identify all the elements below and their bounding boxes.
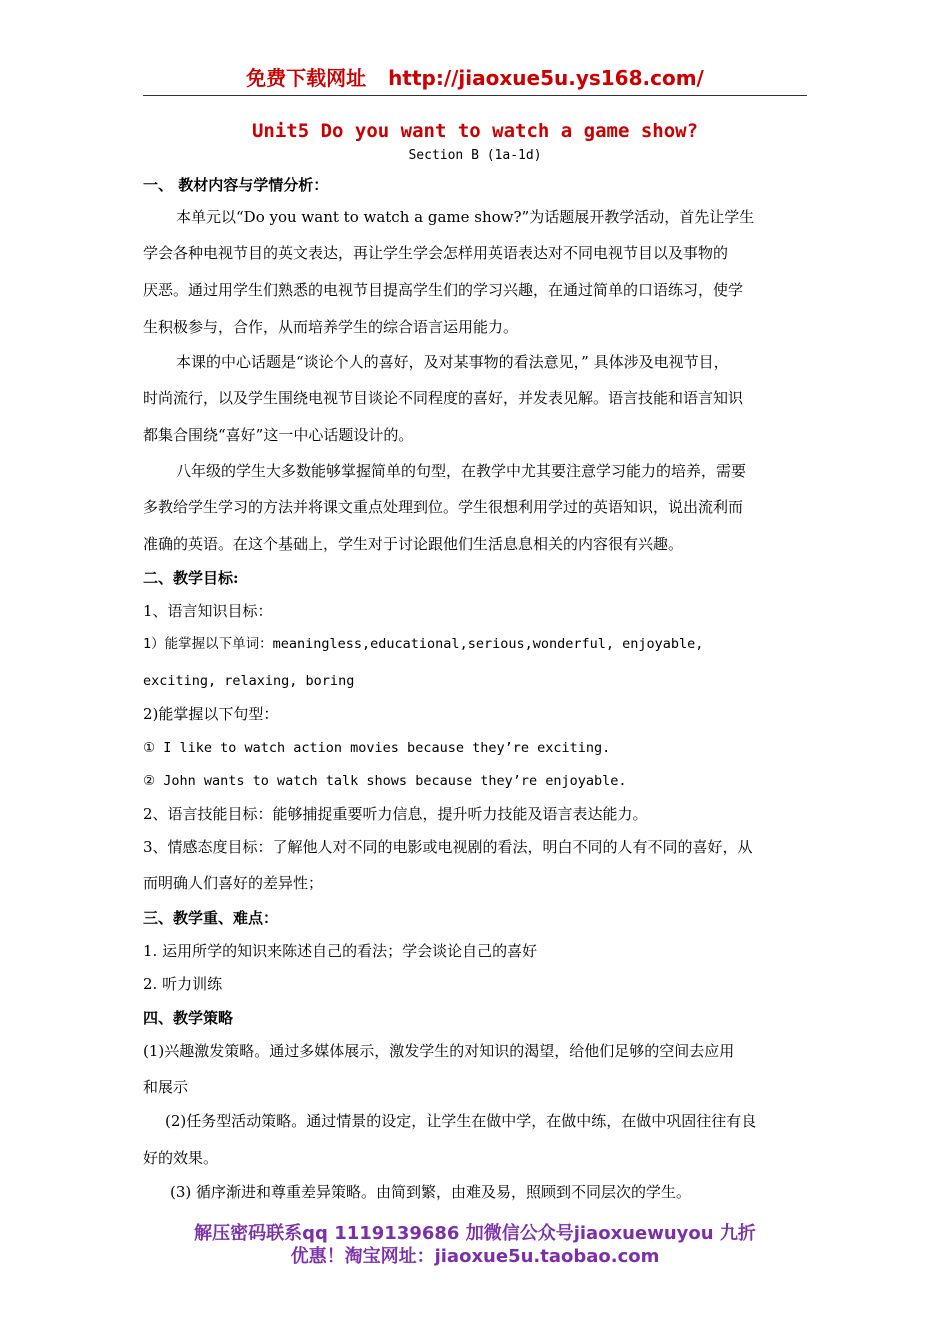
paragraph-line: 和展示 — [143, 1078, 189, 1096]
footer-line-1: 解压密码联系qq 1119139686 加微信公众号jiaoxuewuyou 九折 — [194, 1223, 756, 1244]
paragraph-line: 生积极参与，合作，从而培养学生的综合语言运用能力。 — [143, 318, 519, 336]
paragraph-line: 1、语言知识目标： — [143, 602, 273, 620]
section-heading-4: 四、教学策略 — [143, 1009, 234, 1027]
header-url-link[interactable]: http://jiaoxue5u.ys168.com/ — [388, 66, 704, 90]
footer-line-2: 优惠！淘宝网址：jiaoxue5u.taobao.com — [290, 1246, 660, 1267]
header-divider — [143, 95, 807, 96]
paragraph-line: 都集合围绕“喜好”这一中心话题设计的。 — [143, 426, 414, 444]
section-heading-3: 三、教学重、难点： — [143, 909, 279, 927]
paragraph-line: 3、情感态度目标：了解他人对不同的电影或电视剧的看法，明白不同的人有不同的喜好，从 — [143, 838, 753, 856]
sentence-pattern: ① I like to watch action movies because they’re exciting. — [143, 740, 611, 756]
vocabulary-line: exciting, relaxing, boring — [143, 673, 355, 689]
vocabulary-line: 1）能掌握以下单词：meaningless,educational,serious,wonderful, enjoyable, — [143, 636, 704, 652]
paragraph-line: 本单元以“Do you want to watch a game show?”为话题展开教学活动，首先让学生 — [176, 208, 755, 226]
paragraph-line: 学会各种电视节目的英文表达，再让学生学会怎样用英语表达对不同电视节目以及事物的 — [143, 244, 729, 262]
document-subtitle: Section B (1a-1d) — [408, 148, 542, 163]
section-heading-2: 二、教学目标: — [143, 569, 239, 587]
header-label: 免费下载网址 — [246, 66, 367, 90]
paragraph-line: 而明确人们喜好的差异性； — [143, 874, 324, 892]
document-title: Unit5 Do you want to watch a game show? — [251, 120, 699, 142]
paragraph-line: 本课的中心话题是“谈论个人的喜好，及对某事物的看法意见，” 具体涉及电视节目， — [176, 353, 729, 371]
list-item: 2. 听力训练 — [143, 975, 223, 993]
sentence-pattern: ② John wants to watch talk shows because they’re enjoyable. — [143, 773, 627, 789]
paragraph-line: 多教给学生学习的方法并将课文重点处理到位。学生很想利用学过的英语知识，说出流利而 — [143, 498, 744, 516]
paragraph-line: 八年级的学生大多数能够掌握简单的句型，在教学中尤其要注意学习能力的培养，需要 — [176, 462, 747, 480]
paragraph-line: (1)兴趣激发策略。通过多媒体展示，激发学生的对知识的渴望，给他们足够的空间去应用 — [143, 1042, 735, 1060]
section-heading-1: 一、 教材内容与学情分析： — [143, 176, 329, 194]
header — [143, 62, 807, 94]
paragraph-line: 厌恶。通过用学生们熟悉的电视节目提高学生们的学习兴趣，在通过简单的口语练习，使学 — [143, 281, 744, 299]
paragraph-line: (2)任务型活动策略。通过情景的设定，让学生在做中学，在做中练，在做中巩固往往有良 — [165, 1112, 757, 1130]
paragraph-line: 准确的英语。在这个基础上，学生对于讨论跟他们生活息息相关的内容很有兴趣。 — [143, 535, 684, 553]
paragraph-line: 2)能掌握以下句型： — [143, 705, 279, 723]
paragraph-line: (3) 循序渐进和尊重差异策略。由简到繁，由难及易，照顾到不同层次的学生。 — [170, 1183, 692, 1201]
paragraph-line: 好的效果。 — [143, 1149, 219, 1167]
paragraph-line: 2、语言技能目标：能够捕捉重要听力信息，提升听力技能及语言表达能力。 — [143, 805, 648, 823]
list-item: 1. 运用所学的知识来陈述自己的看法；学会谈论自己的喜好 — [143, 942, 538, 960]
paragraph-line: 时尚流行，以及学生围绕电视节目谈论不同程度的喜好，并发表见解。语言技能和语言知识 — [143, 389, 744, 407]
